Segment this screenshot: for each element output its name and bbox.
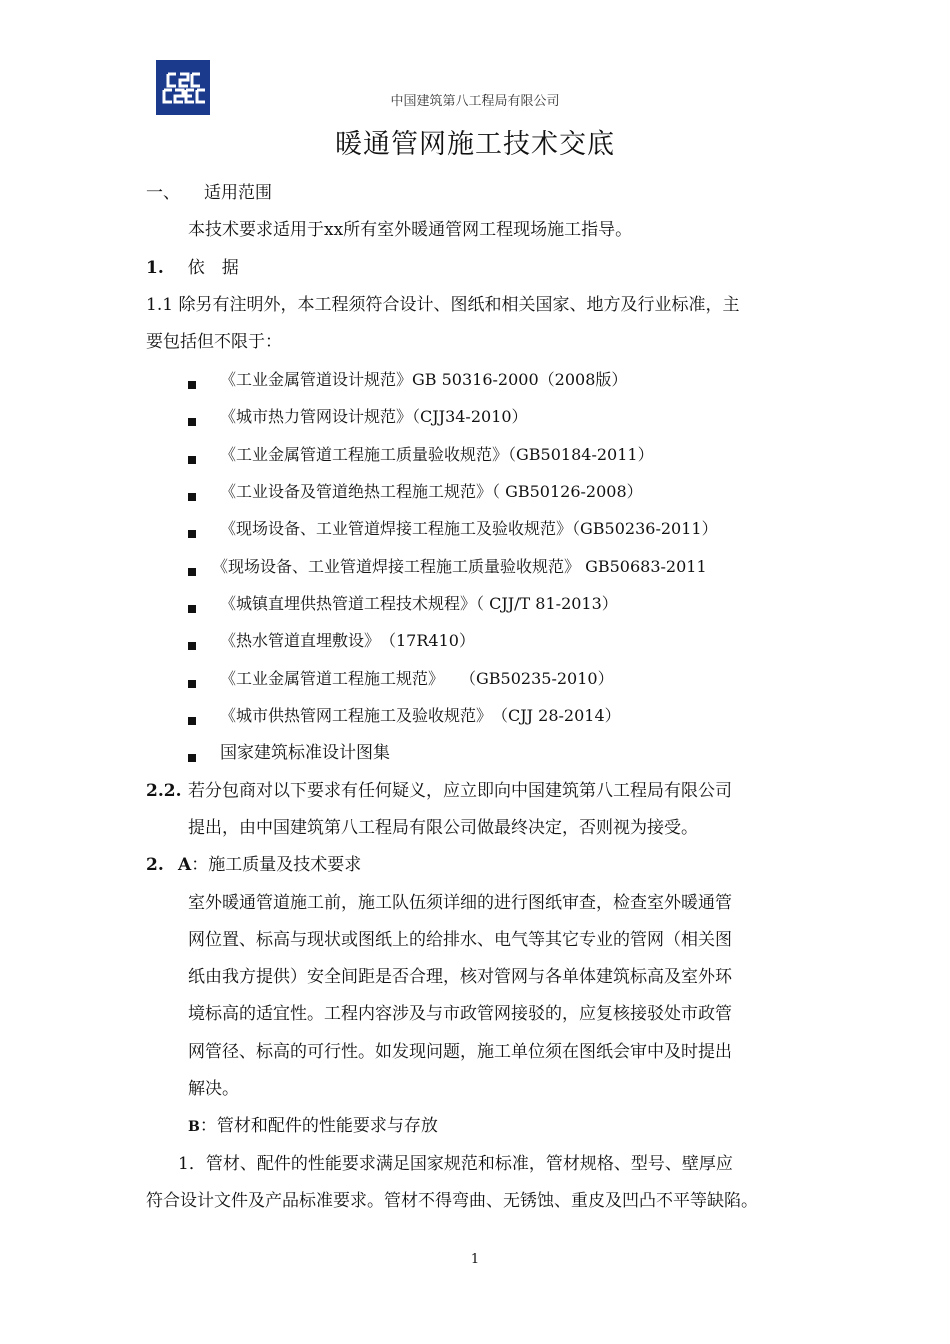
square-bullet-icon	[188, 642, 196, 650]
standard-item: 国家建筑标准设计图集	[188, 741, 390, 765]
section2-para-line: 境标高的适宜性。工程内容涉及与市政管网接驳的，应复核接驳处市政管	[188, 1004, 732, 1024]
section1-number: 一、	[146, 183, 180, 203]
label-b: B	[188, 1119, 200, 1135]
section1-heading	[146, 181, 272, 205]
square-bullet-icon	[188, 493, 196, 501]
basis-intro-line1: 1.1 除另有注明外，本工程须符合设计、图纸和相关国家、地方及行业标准，主	[146, 295, 740, 315]
standard-item: 《热水管道直埋敷设》 （17R410）	[188, 629, 475, 653]
standard-item: 《工业金属管道工程施工质量验收规范》（GB50184-2011）	[188, 443, 654, 467]
square-bullet-icon	[188, 530, 196, 538]
square-bullet-icon	[188, 680, 196, 688]
basis-title: 依 据	[187, 258, 239, 278]
section2-number: 2.	[146, 855, 164, 875]
header-company-name: 中国建筑第八工程局有限公司	[390, 94, 560, 109]
page-number: 1	[470, 1252, 480, 1267]
heading-b: ：管材和配件的性能要求与存放	[199, 1116, 438, 1136]
item1-line2: 符合设计文件及产品标准要求。管材不得弯曲、无锈蚀、重皮及凹凸不平等缺陷。	[146, 1191, 758, 1211]
standard-item: 《城镇直埋供热管道工程技术规程》（ CJJ/T 81-2013）	[188, 592, 618, 616]
standard-item: 《现场设备、工业管道焊接工程施工质量验收规范》 GB50683-2011	[188, 555, 707, 579]
clause22-line2: 提出，由中国建筑第八工程局有限公司做最终决定，否则视为接受。	[188, 818, 698, 838]
section2-para-line: 网位置、标高与现状或图纸上的给排水、电气等其它专业的管网（相关图	[188, 930, 732, 950]
square-bullet-icon	[188, 717, 196, 725]
square-bullet-icon	[188, 381, 196, 389]
standard-item: 《城市热力管网设计规范》（CJJ34-2010）	[188, 405, 528, 429]
square-bullet-icon	[188, 754, 196, 762]
basis-heading	[146, 256, 239, 280]
document-title: 暖通管网施工技术交底	[335, 129, 615, 160]
clause22-number: 2.2.	[146, 781, 182, 801]
section2-para-line: 室外暖通管道施工前，施工队伍须详细的进行图纸审查，检查室外暖通管	[188, 893, 732, 913]
heading-a: ：施工质量及技术要求	[191, 855, 362, 875]
section2-heading-a	[146, 853, 361, 877]
clause22-line1: 2.2. 若分包商对以下要求有任何疑义，应立即向中国建筑第八工程局有限公司	[146, 781, 732, 801]
section2-para-line: 网管径、标高的可行性。如发现问题，施工单位须在图纸会审中及时提出	[188, 1042, 732, 1062]
section2-heading-b	[188, 1114, 438, 1139]
standard-item: 《城市供热管网工程施工及验收规范》 （CJJ 28-2014）	[188, 704, 621, 728]
basis-number: 1.	[146, 258, 164, 278]
label-a: A	[178, 855, 192, 875]
standard-item: 《工业金属管道设计规范》GB 50316-2000（2008版）	[188, 368, 627, 392]
section2-para-line: 纸由我方提供）安全间距是否合理，核对管网与各单体建筑标高及室外环	[188, 967, 732, 987]
standard-item: 《现场设备、工业管道焊接工程施工及验收规范》（GB50236-2011）	[188, 517, 718, 541]
square-bullet-icon	[188, 418, 196, 426]
item1-line1: 1．管材、配件的性能要求满足国家规范和标准，管材规格、型号、壁厚应	[178, 1154, 733, 1174]
standard-item: 《工业设备及管道绝热工程施工规范》（ GB50126-2008）	[188, 480, 643, 504]
section1-paragraph: 本技术要求适用于xx所有室外暖通管网工程现场施工指导。	[188, 220, 633, 240]
standard-item: 《工业金属管道工程施工规范》 （GB50235-2010）	[188, 667, 614, 691]
section1-title: 适用范围	[204, 183, 272, 203]
basis-intro-line2: 要包括但不限于：	[146, 332, 282, 352]
square-bullet-icon	[188, 568, 196, 576]
square-bullet-icon	[188, 456, 196, 464]
section2-para-line: 解决。	[188, 1079, 239, 1099]
square-bullet-icon	[188, 605, 196, 613]
